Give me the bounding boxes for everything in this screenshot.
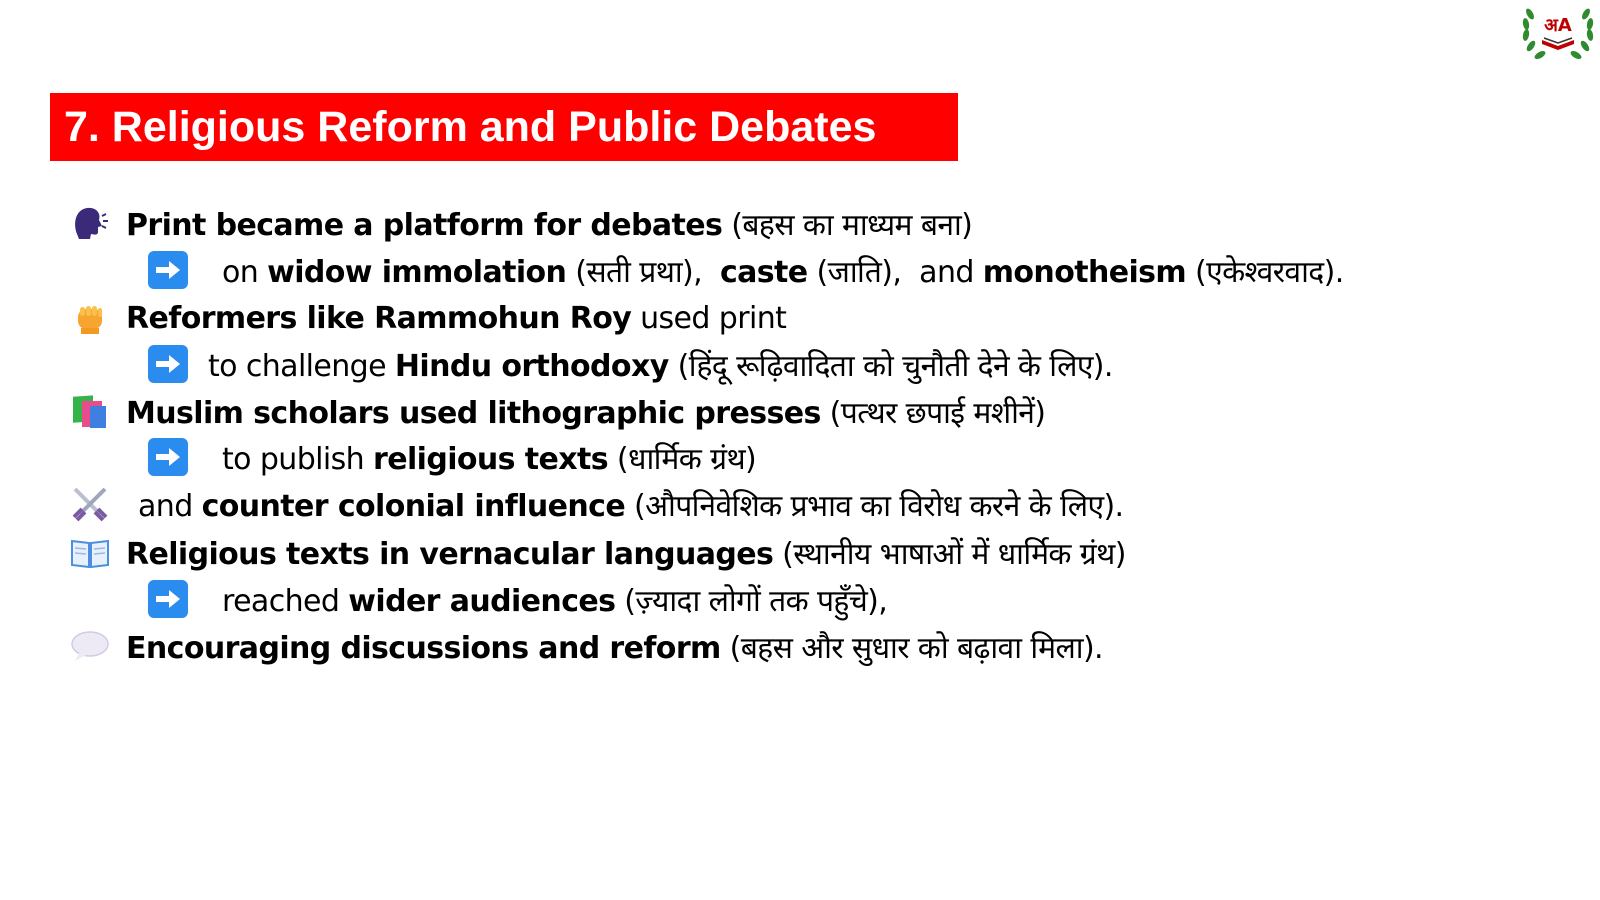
bullet-line (68, 201, 972, 245)
slide-title: 7. Religious Reform and Public Debates (64, 102, 877, 151)
text-span: reached (222, 583, 349, 619)
text-span: (ज़्यादा लोगों तक पहुँचे), (615, 583, 888, 619)
logo-letters: अA (1544, 15, 1572, 36)
crossed-swords-icon (68, 482, 112, 526)
bullet-line (68, 482, 1124, 526)
bullet-line (68, 624, 1103, 668)
bold-text-span: widow immolation (267, 254, 567, 290)
bullet-text (222, 579, 887, 620)
text-span: on (222, 254, 268, 290)
text-span: (एकेश्वरवाद). (1186, 254, 1344, 290)
text-span: used print (631, 300, 787, 336)
sub-bullet-line (148, 248, 1344, 292)
text-span: to publish (222, 441, 374, 477)
text-span: (पत्थर छपाई मशीनें) (820, 395, 1046, 431)
bullet-text (126, 203, 972, 244)
text-span: to challenge (208, 348, 395, 384)
right-arrow-icon (148, 345, 188, 383)
bullet-line (68, 296, 786, 340)
sub-bullet-line (148, 577, 887, 621)
books-icon (68, 389, 112, 433)
text-span: (जाति), and (807, 254, 983, 290)
bullet-line (68, 389, 1045, 433)
bold-text-span: caste (719, 254, 808, 290)
text-span: (हिंदू रूढ़िवादिता को चुनौती देने के लिए). (668, 348, 1113, 384)
raised-fist-icon (68, 296, 112, 340)
open-book-icon (68, 530, 112, 574)
text-span: and (138, 488, 202, 524)
bold-text-span: Encouraging discussions and reform (126, 630, 721, 666)
bullet-text (126, 301, 786, 336)
speech-balloon-icon (68, 624, 112, 668)
bullet-text (126, 391, 1045, 432)
sub-bullet-line (148, 342, 1113, 386)
bold-text-span: Religious texts in vernacular languages (126, 536, 774, 572)
bold-text-span: Reformers like Rammohun Roy (126, 300, 632, 336)
slide-title-banner (50, 93, 958, 161)
text-span: (बहस और सुधार को बढ़ावा मिला). (720, 630, 1103, 666)
text-span: (धार्मिक ग्रंथ) (608, 441, 757, 477)
text-span: (बहस का माध्यम बना) (722, 207, 973, 243)
bullet-text (222, 250, 1344, 291)
bold-text-span: Hindu orthodoxy (394, 348, 669, 384)
bullet-text (222, 437, 756, 478)
sub-bullet-line (148, 435, 756, 479)
bold-text-span: counter colonial influence (201, 488, 626, 524)
bold-text-span: Print became a platform for debates (126, 207, 723, 243)
bold-text-span: wider audiences (348, 583, 616, 619)
text-span: (सती प्रथा), (566, 254, 720, 290)
bullet-text (126, 626, 1103, 667)
bold-text-span: monotheism (982, 254, 1187, 290)
bold-text-span: Muslim scholars used lithographic presses (126, 395, 821, 431)
academy-logo (1516, 0, 1600, 68)
text-span: (औपनिवेशिक प्रभाव का विरोध करने के लिए). (625, 488, 1124, 524)
speaking-head-icon (68, 201, 112, 245)
text-span: (स्थानीय भाषाओं में धार्मिक ग्रंथ) (773, 536, 1126, 572)
right-arrow-icon (148, 251, 188, 289)
right-arrow-icon (148, 580, 188, 618)
right-arrow-icon (148, 438, 188, 476)
bullet-text (208, 344, 1113, 385)
bullet-text (126, 532, 1126, 573)
bullet-line (68, 530, 1126, 574)
bold-text-span: religious texts (373, 441, 608, 477)
bullet-text (138, 484, 1124, 525)
